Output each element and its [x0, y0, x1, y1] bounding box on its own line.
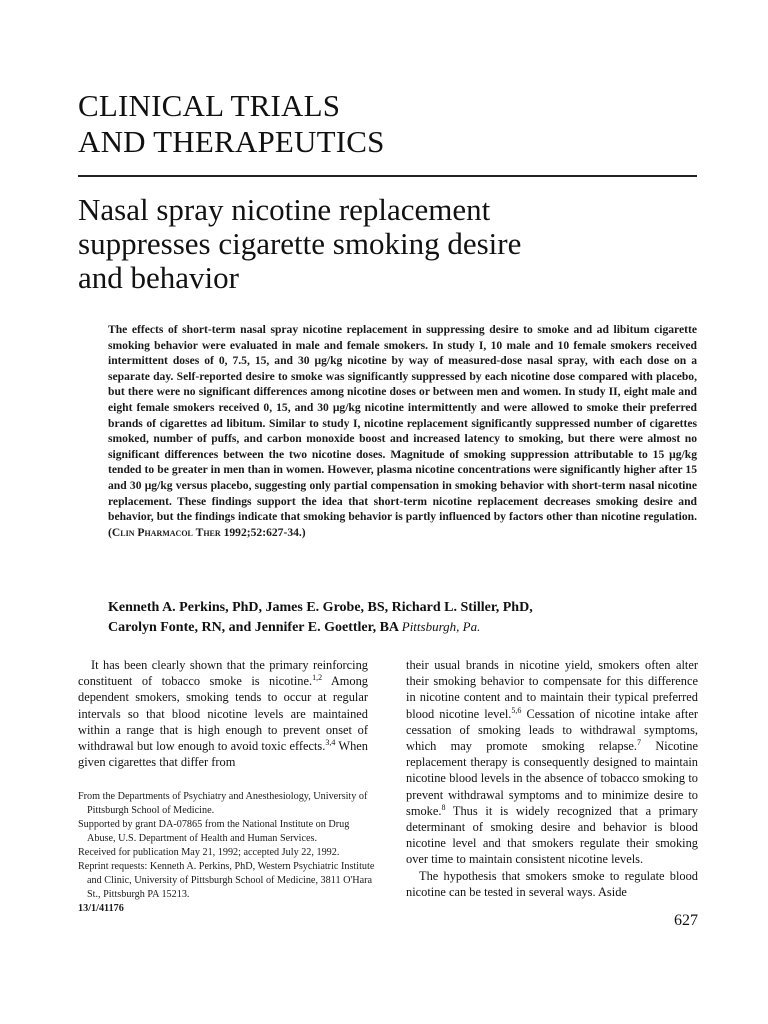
journal-section-line-1: CLINICAL TRIALS: [78, 88, 341, 123]
section-divider: [78, 175, 697, 177]
body-column-left: [78, 657, 368, 770]
article-title-line-3: and behavior: [78, 260, 239, 295]
body-column-right: [406, 657, 698, 900]
authors-line-2: Carolyn Fonte, RN, and Jennifer E. Goettler, BA: [108, 620, 399, 635]
body-paragraph: It has been clearly shown that the primary reinforcing constituent of tobacco smoke is nicotine.$^{1,2}$ Among dependent smokers, smoking tends to occur at regular intervals so that blood nicotine levels are maintained within a range that is high enough to prevent onset of withdrawal but low enough to avoid toxic effects.$^{3,4}$ When given cigarettes that differ from: [78, 658, 368, 770]
journal-section-heading: [78, 88, 698, 160]
body-paragraph: The hypothesis that smokers smoke to regulate blood nicotine can be tested in several ways. Aside: [406, 868, 698, 899]
footnote-grant: Supported by grant DA-07865 from the National Institute on Drug Abuse, U.S. Department of Health and Human Services.: [78, 819, 350, 844]
abstract-text: The effects of short-term nasal spray nicotine replacement in suppressing desire to smoke and ad libitum cigarette smoking behavior were evaluated in male and female smokers. In study I, 10 male and 10 female smokers received intermittent doses of 0, 7.5, 15, and 30 μg/kg nicotine by way of measured-dose nasal spray, with each dose on a separate day. Self-reported desire to smoke was significantly suppressed by each nicotine dose compared with placebo, but there were no significant differences among nicotine doses or between men and women. In study II, eight male and eight female smokers received 0, 15, and 30 μg/kg nicotine intermittently and were allowed to smoke their preferred brands of cigarettes ad libitum. Similar to study I, nicotine replacement significantly suppressed number of cigarettes smoked, number of puffs, and carbon monoxide boost and increased latency to smoking, but there were almost no significant differences between the two nicotine doses. Magnitude of smoking suppression attributable to 15 μg/kg tended to be greater in men than in women. However, plasma nicotine concentrations were significantly higher after 15 and 30 μg/kg versus placebo, suggesting only partial compensation in smoking behavior with short-term nasal nicotine replacement. These findings support the idea that short-term nicotine replacement decreases smoking desire and behavior, but the findings indicate that smoking behavior is partly influenced by factors other than nicotine regulation.: [108, 323, 697, 524]
footnote-department: From the Departments of Psychiatry and Anesthesiology, University of Pittsburgh School of Medicine.: [78, 791, 368, 816]
author-list: [108, 598, 697, 637]
reference-marker: 8: [441, 802, 446, 812]
reference-marker: 1,2: [312, 673, 323, 683]
article-title-line-1: Nasal spray nicotine replacement: [78, 192, 491, 227]
journal-section-line-2: AND THERAPEUTICS: [78, 124, 385, 159]
abstract-citation: (Clin Pharmacol Ther 1992;52:627-34.): [108, 525, 306, 539]
footnote-received: Received for publication May 21, 1992; accepted July 22, 1992.: [78, 847, 340, 858]
article-title: [78, 193, 678, 295]
footnotes: [78, 790, 378, 916]
article-code: 13/1/41176: [78, 903, 124, 914]
article-title-line-2: suppresses cigarette smoking desire: [78, 226, 522, 261]
reference-marker: 5,6: [511, 705, 522, 715]
page-number: 627: [674, 912, 698, 929]
body-paragraph: their usual brands in nicotine yield, smokers often alter their smoking behavior to compensate for this difference in nicotine content and to maintain their typical preferred blood nicotine level.$^{5,6}$ Cessation of nicotine intake after cessation of smoking leads to withdrawal symptoms, which may promote smoking relapse.$^7$ Nicotine replacement therapy is consequently designed to maintain nicotine blood levels in the absence of tobacco smoking to prevent withdrawal symptoms and to minimize desire to smoke.$^8$ Thus it is widely recognized that a primary determinant of smoking desire and behavior is blood nicotine level and that smokers regulate their smoking over time to maintain consistent nicotine levels.: [406, 658, 699, 867]
reference-marker: 7: [637, 737, 642, 747]
abstract: [108, 322, 697, 540]
authors-line-1: Kenneth A. Perkins, PhD, James E. Grobe, BS, Richard L. Stiller, PhD,: [108, 600, 533, 615]
reference-marker: 3,4: [325, 737, 336, 747]
footnote-reprint: Reprint requests: Kenneth A. Perkins, PhD, Western Psychiatric Institute and Clinic, University of Pittsburgh School of Medicine, 3811 O'Hara St., Pittsburgh PA 15213.: [78, 861, 375, 900]
author-affiliation: Pittsburgh, Pa.: [401, 619, 481, 634]
journal-abbreviation: Clin Pharmacol Ther: [111, 525, 221, 539]
